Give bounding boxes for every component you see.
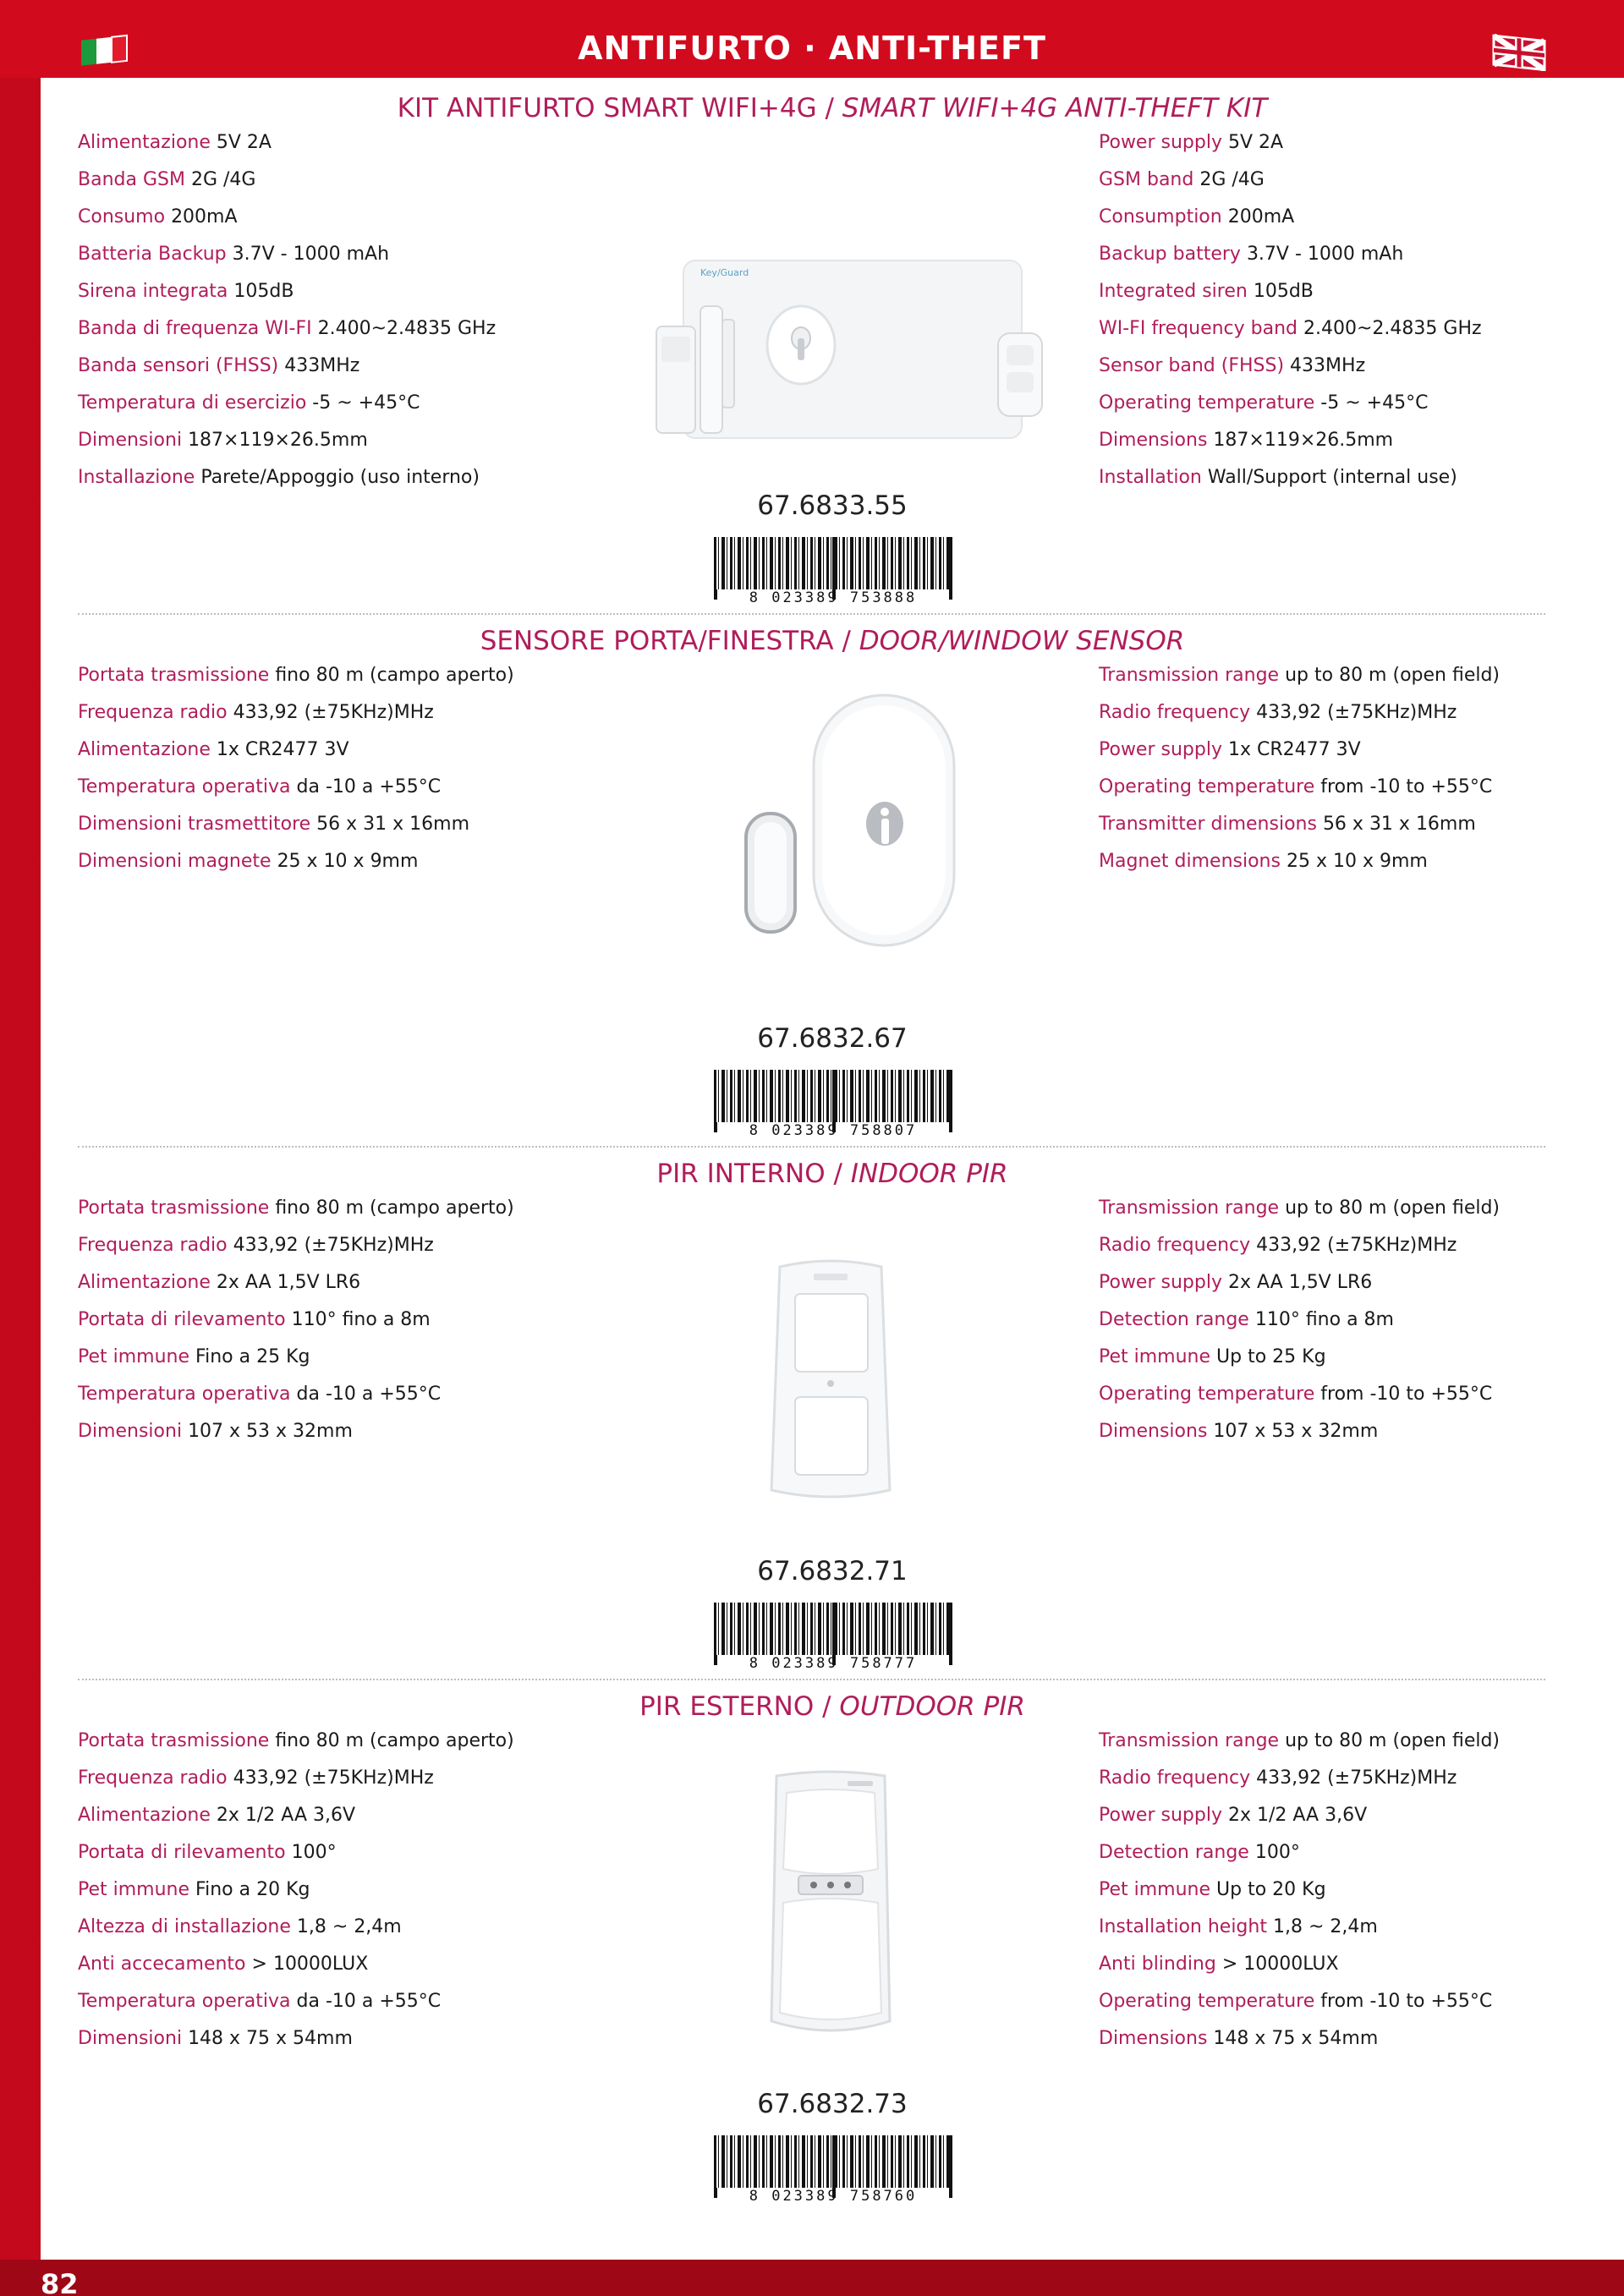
spec-row — [1099, 1235, 1572, 1256]
product-code: 67.6832.73 — [757, 2089, 908, 2119]
spec-label: Radio frequency — [1099, 1767, 1251, 1789]
outdoor-pir-sensor-image — [746, 1767, 915, 2050]
spec-label: Banda sensori (FHSS) — [78, 355, 279, 376]
spec-label: Pet immune — [78, 1879, 190, 1900]
product-code: 67.6832.71 — [757, 1556, 908, 1586]
spec-row — [78, 1730, 535, 1751]
spec-value: 433,92 (±75KHz)MHz — [1256, 1767, 1457, 1789]
spec-row — [1099, 814, 1572, 835]
spec-label: Pet immune — [1099, 1879, 1211, 1900]
spec-row — [78, 1991, 535, 2012]
spec-row — [78, 1235, 535, 1256]
spec-label: Transmission range — [1099, 665, 1280, 686]
spec-row — [1099, 467, 1572, 488]
spec-row — [78, 355, 535, 376]
spec-label: Integrated siren — [1099, 281, 1248, 302]
spec-row — [78, 1309, 535, 1330]
section-divider — [78, 613, 1545, 615]
spec-row — [78, 776, 535, 797]
spec-value: 105dB — [1253, 281, 1314, 302]
spec-label: Consumo — [78, 206, 166, 227]
spec-label: Temperatura di esercizio — [78, 392, 307, 414]
spec-label: Temperatura operativa — [78, 1991, 291, 2012]
spec-value: 200mA — [171, 206, 238, 227]
spec-value: 187×119×26.5mm — [1213, 430, 1394, 451]
spec-row — [1099, 776, 1572, 797]
spec-label: Detection range — [1099, 1842, 1249, 1863]
specs-italian — [78, 1197, 535, 1458]
spec-row — [1099, 1272, 1572, 1293]
spec-label: Portata di rilevamento — [78, 1309, 286, 1330]
spec-row — [78, 467, 535, 488]
spec-value: fino 80 m (campo aperto) — [275, 665, 514, 686]
section-divider — [78, 1679, 1545, 1680]
spec-label: Temperatura operativa — [78, 776, 291, 797]
spec-label: Power supply — [1099, 1272, 1222, 1293]
spec-value: 433,92 (±75KHz)MHz — [1256, 1235, 1457, 1256]
spec-label: Dimensioni — [78, 2028, 183, 2049]
spec-row — [78, 132, 535, 153]
spec-label: Dimensioni — [78, 430, 183, 451]
spec-label: Pet immune — [1099, 1346, 1211, 1367]
spec-value: > 10000LUX — [251, 1954, 369, 1975]
page-number: 82 — [41, 2268, 79, 2296]
spec-row — [1099, 851, 1572, 872]
spec-value: da -10 a +55°C — [296, 1991, 442, 2012]
spec-row — [1099, 1309, 1572, 1330]
spec-value: 2G /4G — [1199, 169, 1265, 190]
spec-value: 200mA — [1227, 206, 1295, 227]
spec-row — [78, 1197, 535, 1219]
spec-value: > 10000LUX — [1221, 1954, 1339, 1975]
spec-value: 433MHz — [284, 355, 360, 376]
spec-label: Operating temperature — [1099, 776, 1315, 797]
spec-value: 433,92 (±75KHz)MHz — [233, 1767, 434, 1789]
spec-row — [78, 244, 535, 265]
spec-label: Portata trasmissione — [78, 1197, 270, 1219]
spec-label: Dimensions — [1099, 430, 1208, 451]
spec-label: Frequenza radio — [78, 1235, 228, 1256]
product-code: 67.6833.55 — [757, 490, 908, 521]
spec-row — [78, 1272, 535, 1293]
spec-row — [78, 814, 535, 835]
spec-row — [1099, 739, 1572, 760]
spec-label: Portata trasmissione — [78, 665, 270, 686]
spec-value: from -10 to +55°C — [1320, 1384, 1493, 1405]
spec-value: 433,92 (±75KHz)MHz — [233, 1235, 434, 1256]
spec-row — [78, 702, 535, 723]
spec-label: Dimensioni trasmettitore — [78, 814, 311, 835]
product-code: 67.6832.67 — [757, 1023, 908, 1054]
spec-row — [1099, 430, 1572, 451]
spec-row — [1099, 281, 1572, 302]
spec-value: 107 x 53 x 32mm — [1213, 1421, 1379, 1442]
spec-row — [78, 206, 535, 227]
specs-italian — [78, 665, 535, 888]
spec-row — [78, 851, 535, 872]
spec-row — [78, 2028, 535, 2049]
uk-flag-icon — [1492, 34, 1548, 74]
spec-label: Power supply — [1099, 1805, 1222, 1826]
spec-row — [1099, 2028, 1572, 2049]
section-title: KIT ANTIFURTO SMART WIFI+4G / SMART WIFI+4G ANTI-THEFT KIT — [397, 93, 1268, 123]
spec-value: up to 80 m (open field) — [1285, 1197, 1501, 1219]
section-title: SENSORE PORTA/FINESTRA / DOOR/WINDOW SENSOR — [480, 626, 1185, 656]
spec-row — [1099, 1842, 1572, 1863]
page-title: ANTIFURTO · ANTI-THEFT — [578, 30, 1046, 67]
spec-label: Temperatura operativa — [78, 1384, 291, 1405]
spec-row — [78, 1767, 535, 1789]
spec-row — [78, 1384, 535, 1405]
spec-label: Frequenza radio — [78, 1767, 228, 1789]
section-divider — [78, 1146, 1545, 1148]
spec-value: Up to 25 Kg — [1216, 1346, 1326, 1367]
spec-label: Alimentazione — [78, 1805, 211, 1826]
spec-value: Fino a 25 Kg — [195, 1346, 310, 1367]
spec-value: -5 ~ +45°C — [1320, 392, 1429, 414]
spec-value: 2G /4G — [190, 169, 256, 190]
spec-label: Dimensioni — [78, 1421, 183, 1442]
indoor-pir-sensor-image — [746, 1253, 915, 1510]
spec-label: Operating temperature — [1099, 1384, 1315, 1405]
spec-label: Operating temperature — [1099, 1991, 1315, 2012]
spec-value: 2x 1/2 AA 3,6V — [216, 1805, 356, 1826]
spec-row — [1099, 1767, 1572, 1789]
specs-english — [1099, 132, 1572, 504]
spec-row — [1099, 1421, 1572, 1442]
spec-label: Dimensioni magnete — [78, 851, 272, 872]
spec-value: 3.7V - 1000 mAh — [232, 244, 390, 265]
spec-label: GSM band — [1099, 169, 1194, 190]
spec-row — [78, 1346, 535, 1367]
spec-row — [1099, 206, 1572, 227]
spec-value: 1x CR2477 3V — [216, 739, 349, 760]
svg-text:Key/Guard: Key/Guard — [700, 267, 749, 278]
spec-row — [78, 665, 535, 686]
spec-row — [1099, 1346, 1572, 1367]
spec-value: Fino a 20 Kg — [195, 1879, 310, 1900]
spec-value: 5V 2A — [1227, 132, 1284, 153]
spec-row — [1099, 702, 1572, 723]
spec-label: Power supply — [1099, 739, 1222, 760]
spec-label: Banda di frequenza WI-FI — [78, 318, 312, 339]
spec-label: Installazione — [78, 467, 195, 488]
spec-value: 148 x 75 x 54mm — [188, 2028, 353, 2049]
barcode: 8 023389 758760 — [699, 2135, 968, 2206]
spec-row — [78, 318, 535, 339]
spec-label: Dimensions — [1099, 1421, 1208, 1442]
barcode: 8 023389 758777 — [699, 1603, 968, 1674]
spec-value: 2.400~2.4835 GHz — [1303, 318, 1482, 339]
spec-row — [1099, 132, 1572, 153]
specs-english — [1099, 1197, 1572, 1458]
spec-label: Backup battery — [1099, 244, 1241, 265]
specs-english — [1099, 1730, 1572, 2065]
spec-label: Power supply — [1099, 132, 1222, 153]
spec-label: Consumption — [1099, 206, 1222, 227]
spec-value: 1,8 ~ 2,4m — [296, 1916, 402, 1937]
spec-value: 433MHz — [1290, 355, 1366, 376]
door-window-sensor-image — [695, 687, 983, 961]
spec-value: 25 x 10 x 9mm — [277, 851, 419, 872]
spec-value: 110° fino a 8m — [1254, 1309, 1394, 1330]
spec-row — [1099, 318, 1572, 339]
spec-value: Parete/Appoggio (uso interno) — [200, 467, 480, 488]
spec-value: from -10 to +55°C — [1320, 776, 1493, 797]
spec-label: Operating temperature — [1099, 392, 1315, 414]
spec-value: up to 80 m (open field) — [1285, 1730, 1501, 1751]
spec-label: Banda GSM — [78, 169, 185, 190]
spec-row — [1099, 169, 1572, 190]
spec-label: Sensor band (FHSS) — [1099, 355, 1285, 376]
spec-row — [78, 1879, 535, 1900]
spec-value: 1,8 ~ 2,4m — [1272, 1916, 1378, 1937]
spec-label: Radio frequency — [1099, 1235, 1251, 1256]
spec-value: Wall/Support (internal use) — [1207, 467, 1457, 488]
spec-label: Detection range — [1099, 1309, 1249, 1330]
section-title: PIR ESTERNO / OUTDOOR PIR — [639, 1691, 1025, 1722]
spec-label: WI-FI frequency band — [1099, 318, 1298, 339]
spec-label: Transmitter dimensions — [1099, 814, 1317, 835]
spec-row — [1099, 1805, 1572, 1826]
spec-label: Portata trasmissione — [78, 1730, 270, 1751]
specs-italian — [78, 1730, 535, 2065]
spec-label: Alimentazione — [78, 132, 211, 153]
spec-value: 56 x 31 x 16mm — [316, 814, 470, 835]
spec-value: 187×119×26.5mm — [188, 430, 368, 451]
spec-row — [78, 1916, 535, 1937]
spec-label: Transmission range — [1099, 1730, 1280, 1751]
spec-value: 2.400~2.4835 GHz — [317, 318, 497, 339]
spec-row — [78, 430, 535, 451]
spec-value: up to 80 m (open field) — [1285, 665, 1501, 686]
spec-label: Altezza di installazione — [78, 1916, 291, 1937]
spec-row — [1099, 1197, 1572, 1219]
spec-label: Pet immune — [78, 1346, 190, 1367]
spec-value: 5V 2A — [216, 132, 272, 153]
barcode: 8 023389 753888 — [699, 537, 968, 608]
spec-row — [1099, 392, 1572, 414]
spec-label: Sirena integrata — [78, 281, 228, 302]
spec-label: Portata di rilevamento — [78, 1842, 286, 1863]
spec-value: 2x AA 1,5V LR6 — [216, 1272, 361, 1293]
spec-value: 2x AA 1,5V LR6 — [1227, 1272, 1373, 1293]
spec-value: 110° fino a 8m — [291, 1309, 431, 1330]
spec-row — [1099, 1954, 1572, 1975]
spec-value: 3.7V - 1000 mAh — [1246, 244, 1404, 265]
spec-row — [78, 1842, 535, 1863]
spec-value: fino 80 m (campo aperto) — [275, 1197, 514, 1219]
spec-row — [1099, 665, 1572, 686]
spec-label: Dimensions — [1099, 2028, 1208, 2049]
section-title: PIR INTERNO / INDOOR PIR — [656, 1159, 1008, 1189]
spec-label: Installation — [1099, 467, 1202, 488]
spec-label: Installation height — [1099, 1916, 1267, 1937]
spec-label: Alimentazione — [78, 739, 211, 760]
spec-row — [1099, 1916, 1572, 1937]
spec-row — [78, 169, 535, 190]
spec-value: 25 x 10 x 9mm — [1286, 851, 1428, 872]
spec-value: 107 x 53 x 32mm — [188, 1421, 353, 1442]
spec-row — [1099, 1384, 1572, 1405]
spec-value: -5 ~ +45°C — [312, 392, 420, 414]
spec-value: 433,92 (±75KHz)MHz — [1256, 702, 1457, 723]
spec-row — [78, 1421, 535, 1442]
spec-label: Transmission range — [1099, 1197, 1280, 1219]
spec-value: 56 x 31 x 16mm — [1322, 814, 1476, 835]
spec-row — [1099, 1991, 1572, 2012]
spec-row — [1099, 244, 1572, 265]
specs-english — [1099, 665, 1572, 888]
spec-value: 100° — [1254, 1842, 1300, 1863]
spec-row — [1099, 1879, 1572, 1900]
spec-label: Frequenza radio — [78, 702, 228, 723]
spec-value: da -10 a +55°C — [296, 1384, 442, 1405]
footer-bar — [0, 2260, 1624, 2296]
spec-value: 2x 1/2 AA 3,6V — [1227, 1805, 1368, 1826]
spec-row — [78, 1954, 535, 1975]
spec-value: from -10 to +55°C — [1320, 1991, 1493, 2012]
spec-label: Alimentazione — [78, 1272, 211, 1293]
spec-value: 433,92 (±75KHz)MHz — [233, 702, 434, 723]
alarm-kit-hub-image — [611, 254, 1067, 460]
spec-row — [78, 739, 535, 760]
spec-value: 148 x 75 x 54mm — [1213, 2028, 1379, 2049]
spec-row — [78, 392, 535, 414]
spec-value: 1x CR2477 3V — [1227, 739, 1361, 760]
spec-row — [1099, 1730, 1572, 1751]
spec-value: 105dB — [233, 281, 294, 302]
spec-row — [78, 1805, 535, 1826]
spec-value: da -10 a +55°C — [296, 776, 442, 797]
spec-row — [1099, 355, 1572, 376]
specs-italian — [78, 132, 535, 504]
spec-label: Anti blinding — [1099, 1954, 1216, 1975]
barcode: 8 023389 758807 — [699, 1070, 968, 1141]
spec-value: 100° — [291, 1842, 337, 1863]
spec-value: Up to 20 Kg — [1216, 1879, 1326, 1900]
spec-row — [78, 281, 535, 302]
spec-label: Magnet dimensions — [1099, 851, 1281, 872]
spec-label: Radio frequency — [1099, 702, 1251, 723]
spec-value: fino 80 m (campo aperto) — [275, 1730, 514, 1751]
spec-label: Anti accecamento — [78, 1954, 246, 1975]
spec-label: Batteria Backup — [78, 244, 227, 265]
